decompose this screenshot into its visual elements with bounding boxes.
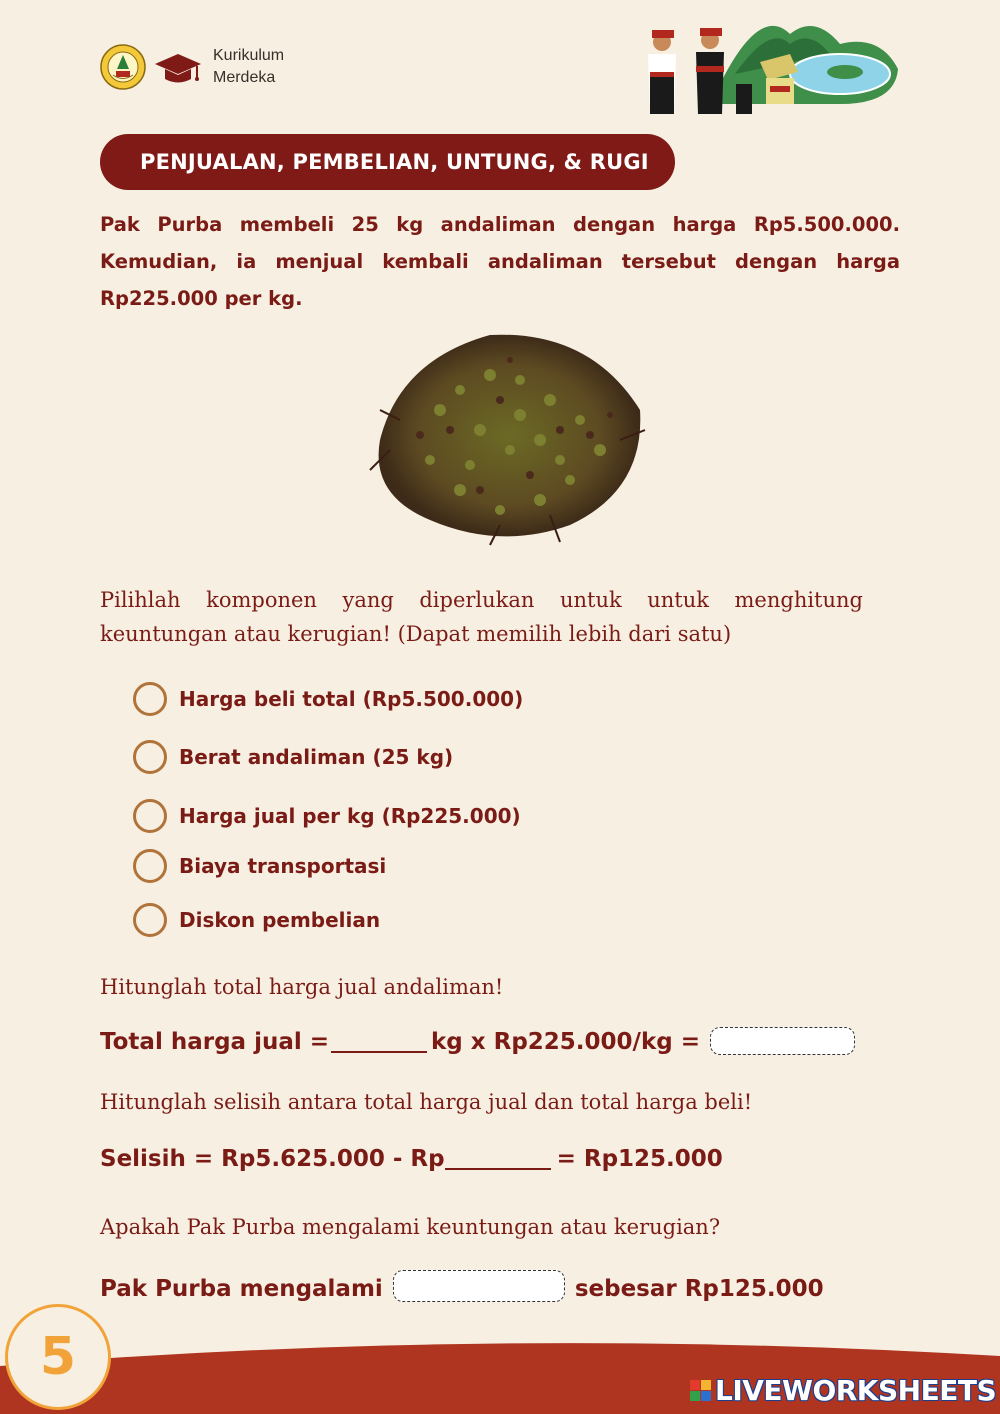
radio-circle[interactable]	[133, 849, 167, 883]
page-number-badge: 5	[5, 1304, 111, 1410]
brand-line-2: Merdeka	[213, 69, 276, 86]
equation-lhs: Total harga jual =	[100, 1029, 330, 1055]
option-biaya-transportasi[interactable]	[133, 846, 386, 886]
liveworksheets-text: LIVEWORKSHEETS	[715, 1374, 997, 1407]
option-harga-jual-per-kg[interactable]	[133, 796, 521, 836]
option-label: Harga beli total (Rp5.500.000)	[179, 687, 524, 711]
section-title: PENJUALAN, PEMBELIAN, UNTUNG, & RUGI	[100, 134, 675, 190]
equation-mid: kg x Rp225.000/kg =	[431, 1029, 700, 1055]
brand-line-1: Kurikulum	[213, 47, 285, 64]
option-label: Harga jual per kg (Rp225.000)	[179, 804, 521, 828]
sentence-rhs: sebesar Rp125.000	[574, 1276, 824, 1302]
problem-statement: Pak Purba membeli 25 kg andaliman dengan harga Rp5.500.000. Kemudian, ia menjual kembali andaliman tersebut dengan harga Rp225.000 per kg.	[100, 213, 900, 310]
option-diskon-pembelian[interactable]	[133, 900, 380, 940]
sentence-untung-rugi	[100, 1270, 824, 1302]
weight-blank-input[interactable]	[331, 1027, 427, 1053]
university-seal-logo	[100, 44, 146, 90]
untung-rugi-input[interactable]	[393, 1270, 565, 1302]
graduation-cap-icon	[153, 48, 203, 88]
harga-beli-blank-input[interactable]	[445, 1144, 551, 1170]
batak-landscape-illustration	[640, 14, 902, 118]
question-selisih: Hitunglah selisih antara total harga jual dan total harga beli!	[100, 1090, 753, 1114]
option-harga-beli-total[interactable]	[133, 679, 523, 719]
liveworksheets-icon	[690, 1380, 711, 1401]
question-untung-rugi: Apakah Pak Purba mengalami keuntungan atau kerugian?	[100, 1215, 721, 1239]
option-berat-andaliman[interactable]	[133, 737, 453, 777]
option-label: Diskon pembelian	[179, 908, 381, 932]
brand-text	[213, 45, 284, 89]
radio-circle[interactable]	[133, 682, 167, 716]
option-label: Berat andaliman (25 kg)	[179, 745, 454, 769]
radio-circle[interactable]	[133, 799, 167, 833]
option-label: Biaya transportasi	[179, 854, 387, 878]
radio-circle[interactable]	[133, 740, 167, 774]
liveworksheets-logo	[690, 1374, 996, 1407]
equation-lhs: Selisih = Rp5.625.000 - Rp	[100, 1146, 445, 1172]
total-harga-jual-input[interactable]	[710, 1027, 855, 1055]
sentence-lhs: Pak Purba mengalami	[100, 1276, 383, 1302]
equation-selisih	[100, 1144, 723, 1172]
andaliman-image	[360, 320, 650, 550]
equation-rhs: = Rp125.000	[556, 1146, 723, 1172]
question-total-harga-jual: Hitunglah total harga jual andaliman!	[100, 975, 504, 999]
instruction-text: Pilihlah komponen yang diperlukan untuk untuk menghitung keuntungan atau kerugian! (Dapat memilih lebih dari satu)	[100, 588, 863, 646]
radio-circle[interactable]	[133, 903, 167, 937]
equation-total-harga-jual	[100, 1027, 855, 1055]
